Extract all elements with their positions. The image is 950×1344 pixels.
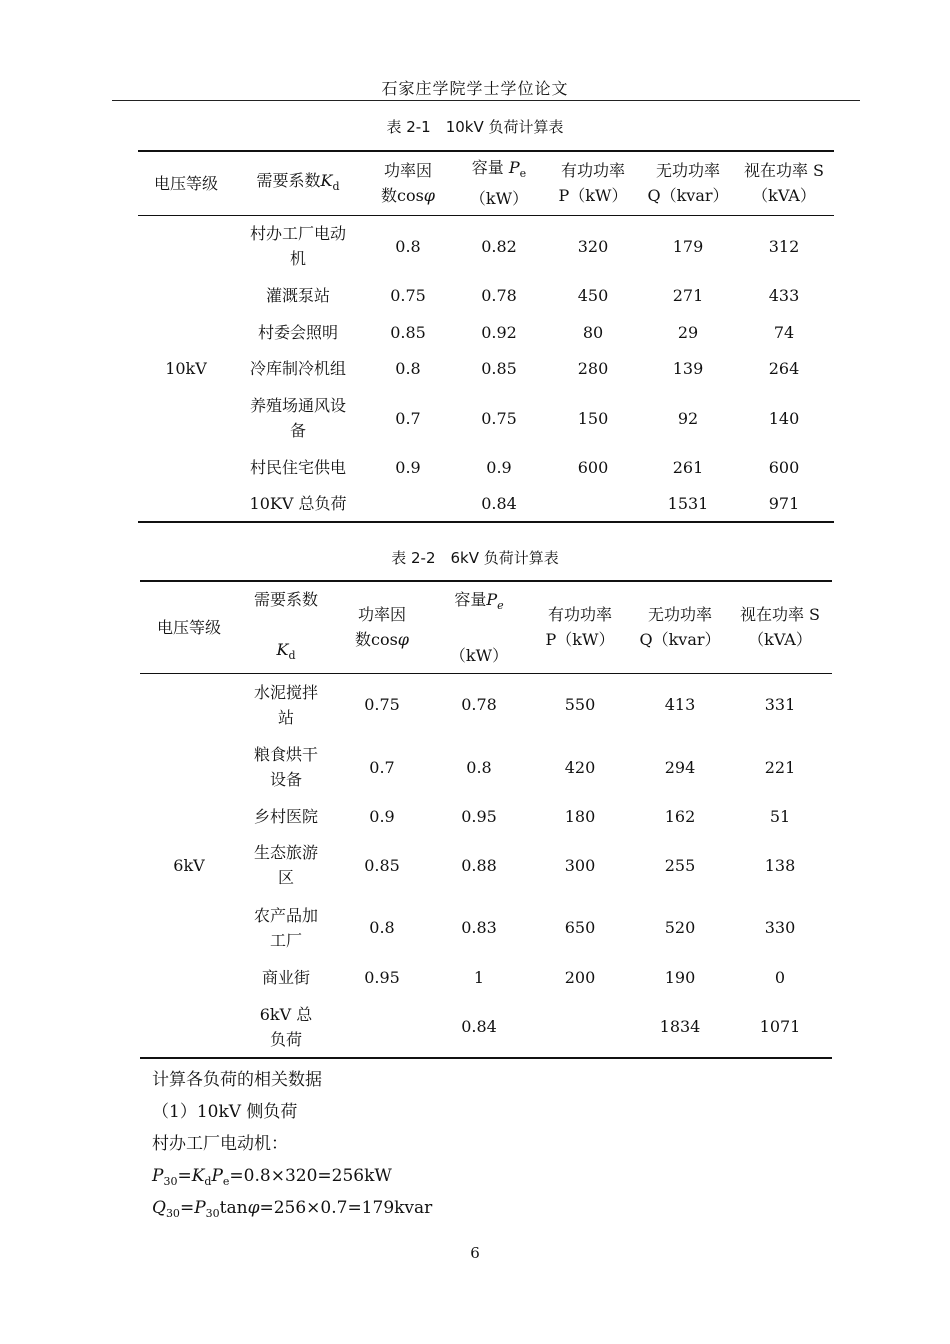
cos-cell: 0.82 xyxy=(481,236,517,256)
body-line-intro: 计算各负荷的相关数据 xyxy=(152,1070,322,1090)
table-row xyxy=(140,996,832,1058)
kd-cell: 0.8 xyxy=(395,359,421,378)
table-row xyxy=(138,449,834,486)
reactive-power-cell: 261 xyxy=(672,458,704,477)
table-row xyxy=(138,486,834,522)
apparent-power-cell: 140 xyxy=(768,408,800,428)
table2-header-cos: 功率因 数cosφ xyxy=(354,605,409,650)
load-name-cell: 水泥搅拌站 xyxy=(254,682,319,727)
load-name-cell: 10KV 总负荷 xyxy=(249,494,347,513)
table-row xyxy=(140,673,832,736)
header-rule xyxy=(112,100,860,101)
load-name-cell: 村办工厂电动机 xyxy=(249,224,346,269)
active-power-cell: 320 xyxy=(577,236,609,256)
active-power-cell: 300 xyxy=(564,855,596,875)
table-row xyxy=(138,277,834,314)
apparent-power-cell: 221 xyxy=(764,757,796,777)
load-name-cell: 生态旅游区 xyxy=(254,843,319,887)
cos-cell: 0.83 xyxy=(461,918,497,937)
kd-cell: 0.7 xyxy=(395,408,421,428)
table-row xyxy=(138,350,834,387)
load-name-cell: 灌溉泵站 xyxy=(265,286,330,305)
active-power-cell: 600 xyxy=(577,458,609,477)
table2-header-active-power: 有功功率 P（kW） xyxy=(545,605,615,650)
table1-header-cos: 功率因 数cosφ xyxy=(380,161,435,206)
equation-q30: $Q_{30}=P_{30}\tan\varphi=256\times 0.7=179kvar$ xyxy=(152,1198,433,1220)
table1-header-capacity: 容量 $P_e$ （kW） xyxy=(469,158,529,209)
load-name-cell: 商业街 xyxy=(261,968,310,987)
reactive-power-cell: 271 xyxy=(672,286,704,305)
kd-cell: 0.7 xyxy=(369,757,395,777)
load-name-cell: 冷库制冷机组 xyxy=(249,359,346,378)
active-power-cell: 650 xyxy=(564,918,596,937)
kd-cell: 0.8 xyxy=(369,918,395,937)
reactive-power-cell: 179 xyxy=(672,236,704,256)
reactive-power-cell: 139 xyxy=(672,359,704,378)
table2-header-reactive-power: 无功功率 Q（kvar） xyxy=(639,605,721,650)
table2-6kv-load xyxy=(140,580,832,1059)
apparent-power-cell: 600 xyxy=(768,458,800,477)
apparent-power-cell: 138 xyxy=(764,855,796,875)
table1-header-apparent-power: 视在功率 S （kVA） xyxy=(743,161,825,206)
cos-cell: 0.9 xyxy=(486,458,512,477)
reactive-power-cell: 162 xyxy=(664,806,696,826)
body-line-10kv-side: （1）10kV 侧负荷 xyxy=(152,1102,298,1122)
table1-header-voltage: 电压等级 xyxy=(153,173,218,193)
kd-cell: 0.85 xyxy=(390,322,426,342)
cos-cell: 0.84 xyxy=(481,494,517,513)
page-number: 6 xyxy=(470,1244,480,1262)
reactive-power-cell: 413 xyxy=(664,695,696,715)
table-row xyxy=(140,834,832,896)
table-row xyxy=(140,798,832,834)
apparent-power-cell: 74 xyxy=(773,322,795,342)
kd-cell: 0.9 xyxy=(369,806,395,826)
apparent-power-cell: 331 xyxy=(764,695,796,715)
active-power-cell: 200 xyxy=(564,968,596,987)
load-name-cell: 养殖场通风设备 xyxy=(249,396,346,440)
cos-cell: 0.88 xyxy=(461,855,497,875)
cos-cell: 0.75 xyxy=(481,408,517,428)
active-power-cell: 80 xyxy=(582,322,604,342)
kd-cell: 0.85 xyxy=(364,855,400,875)
table1-caption: 表 2-1 10kV 负荷计算表 xyxy=(386,118,564,136)
table-row xyxy=(140,959,832,996)
voltage-level-cell: 10kV xyxy=(165,358,207,378)
table-row xyxy=(138,314,834,350)
kd-cell: 0.9 xyxy=(395,458,421,477)
reactive-power-cell: 520 xyxy=(664,918,696,937)
reactive-power-cell: 92 xyxy=(677,408,699,428)
running-header-title: 石家庄学院学士学位论文 xyxy=(381,79,569,98)
load-name-cell: 粮食烘干设备 xyxy=(254,745,319,789)
reactive-power-cell: 255 xyxy=(664,855,696,875)
reactive-power-cell: 294 xyxy=(664,757,696,777)
active-power-cell: 150 xyxy=(577,408,609,428)
table2-header-kd: 需要系数 $K_d$ xyxy=(253,589,318,662)
table-row xyxy=(140,896,832,959)
apparent-power-cell: 264 xyxy=(768,359,800,378)
cos-cell: 0.92 xyxy=(481,322,517,342)
kd-cell: 0.75 xyxy=(390,286,426,305)
active-power-cell: 180 xyxy=(564,806,596,826)
active-power-cell xyxy=(544,486,642,522)
apparent-power-cell: 1071 xyxy=(759,1017,801,1036)
kd-cell: 0.8 xyxy=(395,236,421,256)
table1-header-kd: 需要系数$K_d$ xyxy=(256,170,340,193)
apparent-power-cell: 51 xyxy=(769,806,791,826)
load-name-cell: 村民住宅供电 xyxy=(249,458,346,477)
active-power-cell xyxy=(528,996,632,1058)
load-name-cell: 6kV 总负荷 xyxy=(259,1004,313,1049)
reactive-power-cell: 190 xyxy=(664,968,696,987)
load-name-cell: 村委会照明 xyxy=(257,322,338,342)
table1-header-active-power: 有功功率 P（kW） xyxy=(558,161,628,206)
table2-header-apparent-power: 视在功率 S （kVA） xyxy=(739,605,821,650)
table2-caption: 表 2-2 6kV 负荷计算表 xyxy=(391,549,559,567)
table-row xyxy=(138,387,834,449)
table-row xyxy=(140,736,832,798)
body-line-factory-motor: 村办工厂电动机： xyxy=(152,1134,288,1154)
cos-cell: 0.95 xyxy=(461,806,497,826)
table-row xyxy=(138,215,834,277)
active-power-cell: 550 xyxy=(564,695,596,715)
cos-cell: 0.8 xyxy=(466,757,492,777)
table2-header-capacity: 容量$P_e$ （kW） xyxy=(449,589,509,665)
cos-cell: 0.78 xyxy=(461,695,497,715)
active-power-cell: 450 xyxy=(577,286,609,305)
table1-10kv-load xyxy=(138,150,834,523)
apparent-power-cell: 312 xyxy=(768,236,800,256)
cos-cell: 0.78 xyxy=(481,286,517,305)
table1-header-reactive-power: 无功功率 Q（kvar） xyxy=(647,161,729,206)
apparent-power-cell: 433 xyxy=(768,286,800,305)
reactive-power-cell: 1531 xyxy=(667,494,709,513)
kd-cell xyxy=(362,486,454,522)
active-power-cell: 280 xyxy=(577,359,609,378)
cos-cell: 0.85 xyxy=(481,359,517,378)
load-name-cell: 农产品加工厂 xyxy=(254,905,319,950)
apparent-power-cell: 971 xyxy=(768,494,800,513)
active-power-cell: 420 xyxy=(564,757,596,777)
kd-cell xyxy=(334,996,430,1058)
voltage-level-cell: 6kV xyxy=(173,855,205,875)
apparent-power-cell: 330 xyxy=(764,918,796,937)
table2-header-voltage: 电压等级 xyxy=(156,617,221,637)
cos-cell: 0.84 xyxy=(461,1017,497,1036)
reactive-power-cell: 1834 xyxy=(659,1017,701,1036)
cos-cell: 1 xyxy=(473,968,485,987)
apparent-power-cell: 0 xyxy=(774,968,786,987)
reactive-power-cell: 29 xyxy=(677,322,699,342)
kd-cell: 0.95 xyxy=(364,968,400,987)
equation-p30: $P_{30}=K_dP_e=0.8\times 320=256kW$ xyxy=(152,1166,392,1188)
load-name-cell: 乡村医院 xyxy=(254,806,319,826)
kd-cell: 0.75 xyxy=(364,695,400,715)
